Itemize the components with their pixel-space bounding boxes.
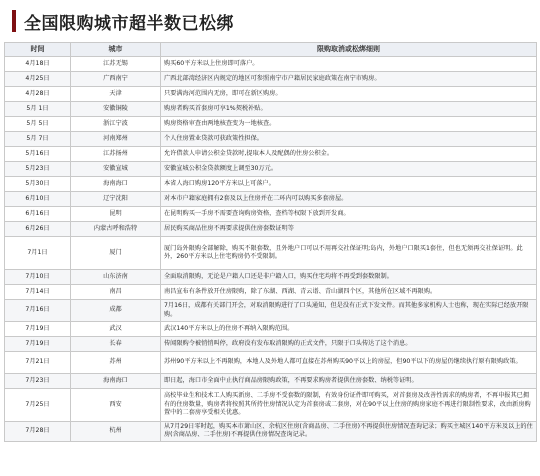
row-city: 天津 bbox=[71, 87, 161, 102]
row-policy: 苏州90平方米以上不再限购，本地人及外地人都可直接在苏州购买90平以上的房屋，但90平以下的房屋仍继续执行原有限购政策。 bbox=[161, 352, 537, 374]
table-row bbox=[5, 192, 537, 207]
row-policy: 购房资格审查由两地核查变为一地核查。 bbox=[161, 117, 537, 132]
page-header bbox=[4, 0, 536, 42]
column-header-city: 城市 bbox=[71, 43, 161, 57]
row-date: 7月1日 bbox=[5, 237, 71, 270]
row-date: 7月23日 bbox=[5, 374, 71, 389]
row-date: 6月16日 bbox=[5, 207, 71, 222]
row-policy: 允许借款人申请公积金贷款时,提取本人及配偶的住房公积金。 bbox=[161, 147, 537, 162]
row-date: 6月26日 bbox=[5, 222, 71, 237]
row-policy: 购买60平方米以上住房即可落户。 bbox=[161, 57, 537, 72]
row-date: 7月28日 bbox=[5, 422, 71, 442]
row-city: 江苏扬州 bbox=[71, 147, 161, 162]
row-date: 7月19日 bbox=[5, 337, 71, 352]
row-policy: 安徽宣城公积金贷款额度上调至30万元。 bbox=[161, 162, 537, 177]
row-date: 7月16日 bbox=[5, 300, 71, 322]
row-city: 浙江宁波 bbox=[71, 117, 161, 132]
table-row bbox=[5, 285, 537, 300]
row-policy: 武汉140平方米以上的住房不再纳入限购范围。 bbox=[161, 322, 537, 337]
table-row bbox=[5, 132, 537, 147]
row-date: 4月28日 bbox=[5, 87, 71, 102]
row-city: 辽宁沈阳 bbox=[71, 192, 161, 207]
table-row bbox=[5, 270, 537, 285]
row-policy: 个人住房置业贷款可获政策性担保。 bbox=[161, 132, 537, 147]
policy-table bbox=[4, 42, 537, 442]
row-policy: 南昌宣布有条件放开住房限购，除了东湖、西湖、青云谱、青山湖四个区，其他所在区域不再限购。 bbox=[161, 285, 537, 300]
column-header-date: 时间 bbox=[5, 43, 71, 57]
table-header-row bbox=[5, 43, 537, 57]
page-title: 全国限购城市超半数已松绑 bbox=[24, 13, 234, 34]
title-accent-bar bbox=[12, 10, 16, 32]
row-date: 5月 5日 bbox=[5, 117, 71, 132]
row-city: 内蒙古呼和浩特 bbox=[71, 222, 161, 237]
row-date: 5月16日 bbox=[5, 147, 71, 162]
row-city: 山东济南 bbox=[71, 270, 161, 285]
row-policy: 本省人海口购房120平方米以上可落户。 bbox=[161, 177, 537, 192]
row-date: 4月18日 bbox=[5, 57, 71, 72]
row-city: 海南海口 bbox=[71, 177, 161, 192]
row-date: 7月14日 bbox=[5, 285, 71, 300]
row-date: 5月30日 bbox=[5, 177, 71, 192]
row-policy: 广西北部湾经济区内规定的地区可参照南宁市户籍居民家庭政策在南宁市购房。 bbox=[161, 72, 537, 87]
row-date: 7月25日 bbox=[5, 389, 71, 422]
row-policy: 居民购买商品住房不再要求提供住房套数证明等 bbox=[161, 222, 537, 237]
row-policy: 传闻限购令被悄悄叫停，政府没有发布取消限购的正式文件，只限于口头传达了这个消息。 bbox=[161, 337, 537, 352]
table-row bbox=[5, 177, 537, 192]
row-city: 武汉 bbox=[71, 322, 161, 337]
table-row bbox=[5, 207, 537, 222]
table-row bbox=[5, 117, 537, 132]
row-city: 江苏无锡 bbox=[71, 57, 161, 72]
table-row bbox=[5, 300, 537, 322]
row-city: 海南海口 bbox=[71, 374, 161, 389]
row-policy: 从7月29日零时起，购买本市萧山区、余杭区住房(含商品房、二手住房)不再提供住房情况查询记录；购买主城区140平方米及以上的住房(含商品房、二手住房)不再提供住房情况查询记录。 bbox=[161, 422, 537, 442]
row-date: 5月 7日 bbox=[5, 132, 71, 147]
table-row bbox=[5, 72, 537, 87]
row-date: 7月19日 bbox=[5, 322, 71, 337]
row-city: 安徽铜陵 bbox=[71, 102, 161, 117]
row-policy: 在昆明购买一手房不需要查询购房资格，查档等权限下放到开发商。 bbox=[161, 207, 537, 222]
table-row bbox=[5, 57, 537, 72]
row-date: 5月23日 bbox=[5, 162, 71, 177]
table-row bbox=[5, 422, 537, 442]
row-policy: 购房者购买首套房可享1%契税补贴。 bbox=[161, 102, 537, 117]
table-row bbox=[5, 87, 537, 102]
table-row bbox=[5, 337, 537, 352]
row-city: 西安 bbox=[71, 389, 161, 422]
row-policy: 厦门岛外限购全部解除，购买不限套数，且外地户口可以不用再交社保证明;岛内，外地户口限买1套住，但也无须再交社保证明。此外，260平方米以上住宅购房仍不受限制。 bbox=[161, 237, 537, 270]
table-row bbox=[5, 162, 537, 177]
row-policy: 对本市户籍家庭拥有2套及以上住房并在二环内可以购买多套房屋。 bbox=[161, 192, 537, 207]
table-row bbox=[5, 147, 537, 162]
row-date: 5月 1日 bbox=[5, 102, 71, 117]
row-city: 长春 bbox=[71, 337, 161, 352]
row-city: 苏州 bbox=[71, 352, 161, 374]
row-date: 4月25日 bbox=[5, 72, 71, 87]
row-city: 河南郑州 bbox=[71, 132, 161, 147]
row-policy: 7月16日，成都有关部门开会，对取消限购进行了口头通知，但是没有正式下发文件。而其他多家机构人士也称，现在实际已经放开限购。 bbox=[161, 300, 537, 322]
row-city: 厦门 bbox=[71, 237, 161, 270]
row-date: 7月21日 bbox=[5, 352, 71, 374]
row-date: 6月10日 bbox=[5, 192, 71, 207]
table-row bbox=[5, 237, 537, 270]
row-city: 杭州 bbox=[71, 422, 161, 442]
table-row bbox=[5, 222, 537, 237]
row-policy: 全面取消限购，无论是户籍人口还是非户籍人口，购买住宅均将不再受到套数限制。 bbox=[161, 270, 537, 285]
row-city: 昆明 bbox=[71, 207, 161, 222]
table-row bbox=[5, 322, 537, 337]
row-city: 安徽宣城 bbox=[71, 162, 161, 177]
row-policy: 高校毕业生和技术工人购买新房、二手房不受套数的限制，有效身份证件即可购买，对首套房及改善性需求的购房者，不再申报其已拥有的住房数量，购房者将按照其所持住房情况认定为首套房或二套房，对在90平以上住房的购房家庭不再进行限制性要求，改由新房购置中的二套房享受相关优惠。 bbox=[161, 389, 537, 422]
table-row bbox=[5, 102, 537, 117]
table-row bbox=[5, 352, 537, 374]
table-row bbox=[5, 374, 537, 389]
row-city: 南昌 bbox=[71, 285, 161, 300]
row-policy: 只要满海河范围内无房，即可在新区购房。 bbox=[161, 87, 537, 102]
table-row bbox=[5, 389, 537, 422]
column-header-policy: 限购取消或松绑细则 bbox=[161, 43, 537, 57]
row-policy: 即日起，海口市全面中止执行商品房限购政策，不再要求购房者提供住房套数、纳税等证明。 bbox=[161, 374, 537, 389]
row-city: 广西南宁 bbox=[71, 72, 161, 87]
row-city: 成都 bbox=[71, 300, 161, 322]
row-date: 7月10日 bbox=[5, 270, 71, 285]
